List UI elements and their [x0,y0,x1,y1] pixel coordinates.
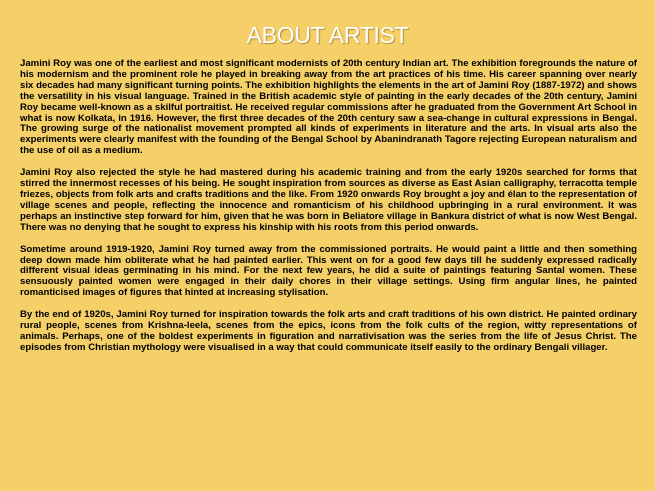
paragraph-santal-women: Sometime around 1919-1920, Jamini Roy turned away from the commissioned portraits. He would paint a little and then something deep down made him obliterate what he had painted earlier. This went on for a good few days till he suddenly expressed radically different visual ideas germinating in his mind. For the next few years, he did a suite of paintings featuring Santal women. These sensuously painted women were engaged in their daily chores in their village settings. Using firm angular lines, he painted romanticised images of figures that hinted at increasing stylisation. [20,243,637,299]
slide-title: ABOUT ARTIST [246,22,409,48]
paragraph-early-career: Jamini Roy was one of the earliest and most significant modernists of 20th century Indian art. The exhibition foregrounds the nature of his modernism and the prominent role he played in breaking away from the art practices of his time. His career spanning over nearly six decades had many significant turning points. The exhibition highlights the elements in the art of Jamini Roy (1887-1972) and shows the versatility in his visual language. Trained in the British academic style of painting in the early decades of the 20th century, Jamini Roy became well-known as a skilful portraitist. He received regular commissions after he graduated from the Government Art School in what is now Kolkata, in 1916. However, the first three decades of the 20th century saw a sea-change in cultural expressions in Bengal. The growing surge of the nationalist movement prompted all kinds of experiments in literature and the arts. In visual arts also the experiments were clearly manifest with the founding of the Bengal School by Abanindranath Tagore rejecting European naturalism and the use of oil as a medium. [20,58,638,157]
paragraph-folk-arts: By the end of 1920s, Jamini Roy turned for inspiration towards the folk arts and craft traditions of his own district. He painted ordinary rural people, scenes from Krishna-leela, scenes from the epics, icons from the folk cults of the region, witty representations of animals. Perhaps, one of the boldest experiments in figuration and narrativisation was the series from the life of Jesus Christ. The episodes from Christian mythology were visualised in a way that could communicate itself easily to the ordinary Bengali villager. [20,309,637,353]
slide-body [20,59,637,365]
paragraph-rejected-style: Jamini Roy also rejected the style he had mastered during his academic training and from the early 1920s searched for forms that stirred the innermost recesses of his being. He sought inspiration from sources as diverse as East Asian calligraphy, terracotta temple friezes, objects from folk arts and crafts traditions and the like. From 1920 onwards Roy brought a joy and élan to the representation of village scenes and people, reflecting the innocence and romanticism of his childhood upbringing in a rural environment. It was perhaps an instinctive step forward for him, given that he was born in Beliatore village in Bankura district of what is now West Bengal. There was no denying that he sought to express his kinship with his roots from this period onwards. [20,167,637,233]
